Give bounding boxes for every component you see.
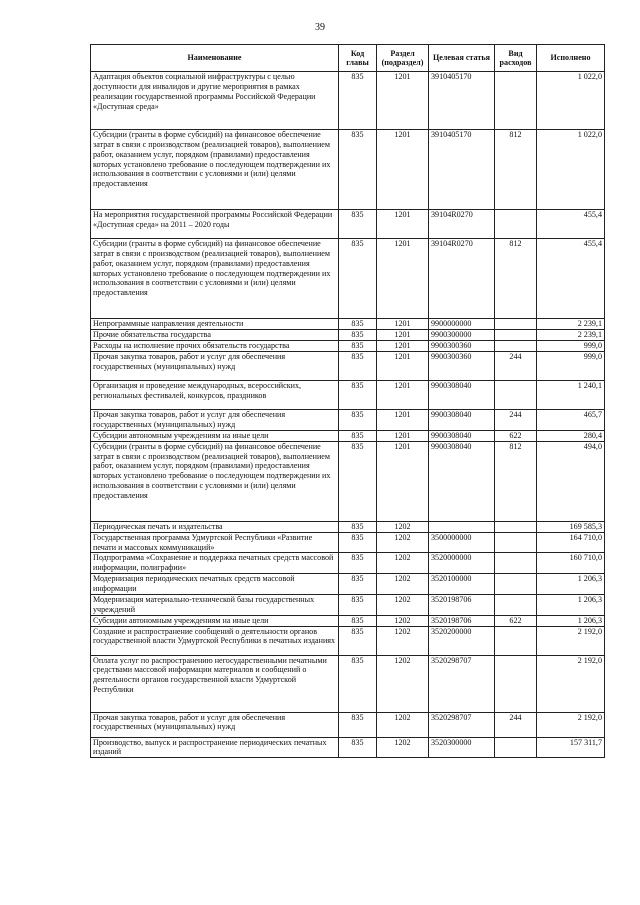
cell-target: 3910405170 bbox=[429, 72, 495, 130]
budget-table bbox=[90, 44, 605, 758]
cell-code: 835 bbox=[339, 239, 377, 319]
cell-kind bbox=[495, 553, 537, 574]
cell-code: 835 bbox=[339, 574, 377, 595]
cell-section: 1202 bbox=[377, 737, 429, 758]
cell-amount: 157 311,7 bbox=[537, 737, 605, 758]
cell-kind bbox=[495, 574, 537, 595]
cell-section: 1201 bbox=[377, 352, 429, 381]
cell-kind bbox=[495, 737, 537, 758]
cell-name: Государственная программа Удмуртской Республики «Развитие печати и массовых коммуникаций» bbox=[91, 532, 339, 553]
table-row bbox=[91, 532, 605, 553]
cell-name: Прочие обязательства государства bbox=[91, 330, 339, 341]
cell-code: 835 bbox=[339, 352, 377, 381]
cell-kind bbox=[495, 341, 537, 352]
cell-section: 1201 bbox=[377, 130, 429, 210]
header-amount: Исполнено bbox=[537, 45, 605, 72]
cell-kind bbox=[495, 521, 537, 532]
cell-amount: 2 192,0 bbox=[537, 626, 605, 655]
cell-kind bbox=[495, 626, 537, 655]
table-row bbox=[91, 655, 605, 712]
cell-target: 9900300000 bbox=[429, 330, 495, 341]
cell-name: Прочая закупка товаров, работ и услуг для обеспечения государственных (муниципальных) нужд bbox=[91, 410, 339, 431]
cell-amount: 160 710,0 bbox=[537, 553, 605, 574]
cell-code: 835 bbox=[339, 130, 377, 210]
cell-name: Модернизация материально-технической базы государственных учреждений bbox=[91, 594, 339, 615]
cell-kind: 244 bbox=[495, 410, 537, 431]
cell-target: 9900000000 bbox=[429, 319, 495, 330]
cell-section: 1201 bbox=[377, 239, 429, 319]
table-row bbox=[91, 553, 605, 574]
cell-kind bbox=[495, 381, 537, 410]
cell-code: 835 bbox=[339, 655, 377, 712]
cell-section: 1202 bbox=[377, 626, 429, 655]
cell-section: 1201 bbox=[377, 441, 429, 521]
cell-name: Субсидии автономным учреждениям на иные цели bbox=[91, 430, 339, 441]
table-body bbox=[91, 72, 605, 758]
cell-name: Субсидии (гранты в форме субсидий) на финансовое обеспечение затрат в связи с производством (реализацией товаров), выполнением работ, оказанием услуг, порядком (правилами) предоставления которых установлено требование о последующем подтверждении их использования в соответствии с условиями и (или) целями предоставления bbox=[91, 441, 339, 521]
cell-amount: 164 710,0 bbox=[537, 532, 605, 553]
cell-target: 3910405170 bbox=[429, 130, 495, 210]
cell-section: 1202 bbox=[377, 574, 429, 595]
cell-code: 835 bbox=[339, 410, 377, 431]
cell-section: 1202 bbox=[377, 553, 429, 574]
cell-name: Субсидии автономным учреждениям на иные цели bbox=[91, 615, 339, 626]
cell-amount: 1 022,0 bbox=[537, 130, 605, 210]
cell-name: Расходы на исполнение прочих обязательств государства bbox=[91, 341, 339, 352]
cell-code: 835 bbox=[339, 319, 377, 330]
header-code: Код главы bbox=[339, 45, 377, 72]
cell-amount: 2 192,0 bbox=[537, 655, 605, 712]
cell-amount: 494,0 bbox=[537, 441, 605, 521]
cell-kind bbox=[495, 655, 537, 712]
cell-amount: 455,4 bbox=[537, 210, 605, 239]
cell-section: 1201 bbox=[377, 430, 429, 441]
table-header-row bbox=[91, 45, 605, 72]
cell-code: 835 bbox=[339, 737, 377, 758]
cell-code: 835 bbox=[339, 532, 377, 553]
cell-amount: 2 239,1 bbox=[537, 319, 605, 330]
cell-code: 835 bbox=[339, 626, 377, 655]
cell-amount: 465,7 bbox=[537, 410, 605, 431]
cell-section: 1202 bbox=[377, 532, 429, 553]
cell-target: 9900308040 bbox=[429, 441, 495, 521]
cell-code: 835 bbox=[339, 553, 377, 574]
cell-section: 1202 bbox=[377, 521, 429, 532]
cell-kind: 622 bbox=[495, 430, 537, 441]
cell-amount: 1 206,3 bbox=[537, 594, 605, 615]
cell-kind bbox=[495, 594, 537, 615]
cell-amount: 455,4 bbox=[537, 239, 605, 319]
cell-target: 9900308040 bbox=[429, 410, 495, 431]
table-row bbox=[91, 594, 605, 615]
page-number: 39 bbox=[315, 22, 325, 33]
cell-kind: 622 bbox=[495, 615, 537, 626]
table-row bbox=[91, 737, 605, 758]
header-target: Целевая статья bbox=[429, 45, 495, 72]
table-row bbox=[91, 330, 605, 341]
table-row bbox=[91, 430, 605, 441]
header-section: Раздел (подраздел) bbox=[377, 45, 429, 72]
table-row bbox=[91, 410, 605, 431]
table-row bbox=[91, 521, 605, 532]
cell-target: 3520100000 bbox=[429, 574, 495, 595]
table-row bbox=[91, 210, 605, 239]
cell-name: Подпрограмма «Сохранение и поддержка печатных средств массовой информации, полиграфии» bbox=[91, 553, 339, 574]
cell-code: 835 bbox=[339, 712, 377, 737]
cell-code: 835 bbox=[339, 615, 377, 626]
table-row bbox=[91, 130, 605, 210]
cell-code: 835 bbox=[339, 441, 377, 521]
cell-section: 1202 bbox=[377, 615, 429, 626]
cell-name: Непрограммные направления деятельности bbox=[91, 319, 339, 330]
cell-code: 835 bbox=[339, 381, 377, 410]
table-row bbox=[91, 626, 605, 655]
cell-target: 3500000000 bbox=[429, 532, 495, 553]
cell-amount: 1 240,1 bbox=[537, 381, 605, 410]
cell-code: 835 bbox=[339, 341, 377, 352]
cell-kind bbox=[495, 319, 537, 330]
table-row bbox=[91, 319, 605, 330]
cell-kind bbox=[495, 532, 537, 553]
cell-amount: 2 239,1 bbox=[537, 330, 605, 341]
cell-target: 39104R0270 bbox=[429, 210, 495, 239]
cell-amount: 280,4 bbox=[537, 430, 605, 441]
cell-name: Оплата услуг по распространению негосударственными печатными средствами массовой информации материалов и сообщений о деятельности органов государственной власти Удмуртской Республики bbox=[91, 655, 339, 712]
table-row bbox=[91, 352, 605, 381]
cell-amount: 1 022,0 bbox=[537, 72, 605, 130]
cell-target: 3520298707 bbox=[429, 655, 495, 712]
cell-kind: 244 bbox=[495, 352, 537, 381]
cell-kind: 812 bbox=[495, 239, 537, 319]
cell-kind bbox=[495, 210, 537, 239]
cell-amount: 2 192,0 bbox=[537, 712, 605, 737]
cell-code: 835 bbox=[339, 594, 377, 615]
cell-name: Периодическая печать и издательства bbox=[91, 521, 339, 532]
cell-name: Адаптация объектов социальной инфраструктуры с целью доступности для инвалидов и другие мероприятия в рамках реализации государственной программы Российской Федерации «Доступная среда» bbox=[91, 72, 339, 130]
cell-code: 835 bbox=[339, 330, 377, 341]
cell-name: Создание и распространение сообщений о деятельности органов государственной власти Удмуртской Республики в печатных изданиях bbox=[91, 626, 339, 655]
cell-section: 1201 bbox=[377, 319, 429, 330]
cell-name: Прочая закупка товаров, работ и услуг для обеспечения государственных (муниципальных) нужд bbox=[91, 352, 339, 381]
cell-amount: 1 206,3 bbox=[537, 615, 605, 626]
cell-target: 3520198706 bbox=[429, 594, 495, 615]
cell-target: 3520000000 bbox=[429, 553, 495, 574]
header-kind: Вид расходов bbox=[495, 45, 537, 72]
cell-amount: 169 585,3 bbox=[537, 521, 605, 532]
cell-section: 1201 bbox=[377, 210, 429, 239]
cell-code: 835 bbox=[339, 521, 377, 532]
cell-section: 1201 bbox=[377, 330, 429, 341]
cell-amount: 999,0 bbox=[537, 352, 605, 381]
cell-target: 39104R0270 bbox=[429, 239, 495, 319]
header-name: Наименование bbox=[91, 45, 339, 72]
cell-amount: 1 206,3 bbox=[537, 574, 605, 595]
cell-code: 835 bbox=[339, 210, 377, 239]
cell-target: 9900300360 bbox=[429, 352, 495, 381]
cell-name: Субсидии (гранты в форме субсидий) на финансовое обеспечение затрат в связи с производством (реализацией товаров), выполнением работ, оказанием услуг, порядком (правилами) предоставления которых установлено требование о последующем подтверждении их использования в соответствии с условиями и (или) целями предоставления bbox=[91, 130, 339, 210]
cell-target: 9900300360 bbox=[429, 341, 495, 352]
cell-kind: 812 bbox=[495, 130, 537, 210]
cell-target: 3520300000 bbox=[429, 737, 495, 758]
cell-amount: 999,0 bbox=[537, 341, 605, 352]
table-row bbox=[91, 574, 605, 595]
cell-code: 835 bbox=[339, 72, 377, 130]
cell-section: 1201 bbox=[377, 381, 429, 410]
cell-section: 1202 bbox=[377, 655, 429, 712]
cell-name: Организация и проведение международных, всероссийских, региональных фестивалей, конкурсов, праздников bbox=[91, 381, 339, 410]
table-row bbox=[91, 615, 605, 626]
cell-section: 1201 bbox=[377, 72, 429, 130]
table-row bbox=[91, 441, 605, 521]
cell-kind: 812 bbox=[495, 441, 537, 521]
cell-target: 3520198706 bbox=[429, 615, 495, 626]
cell-section: 1202 bbox=[377, 712, 429, 737]
cell-section: 1201 bbox=[377, 341, 429, 352]
cell-target bbox=[429, 521, 495, 532]
cell-section: 1201 bbox=[377, 410, 429, 431]
cell-name: На мероприятия государственной программы Российской Федерации «Доступная среда» на 2011 – 2020 годы bbox=[91, 210, 339, 239]
cell-target: 3520200000 bbox=[429, 626, 495, 655]
table-row bbox=[91, 239, 605, 319]
table-row bbox=[91, 712, 605, 737]
cell-name: Субсидии (гранты в форме субсидий) на финансовое обеспечение затрат в связи с производством (реализацией товаров), выполнением работ, оказанием услуг, порядком (правилами) предоставления которых установлено требование о последующем подтверждении их использования в соответствии с условиями и (или) целями предоставления bbox=[91, 239, 339, 319]
cell-name: Модернизация периодических печатных средств массовой информации bbox=[91, 574, 339, 595]
cell-name: Прочая закупка товаров, работ и услуг для обеспечения государственных (муниципальных) нужд bbox=[91, 712, 339, 737]
table-row bbox=[91, 72, 605, 130]
table-row bbox=[91, 341, 605, 352]
cell-kind: 244 bbox=[495, 712, 537, 737]
cell-target: 3520298707 bbox=[429, 712, 495, 737]
cell-target: 9900308040 bbox=[429, 381, 495, 410]
cell-target: 9900308040 bbox=[429, 430, 495, 441]
cell-kind bbox=[495, 72, 537, 130]
cell-section: 1202 bbox=[377, 594, 429, 615]
cell-name: Производство, выпуск и распространение периодических печатных изданий bbox=[91, 737, 339, 758]
cell-code: 835 bbox=[339, 430, 377, 441]
cell-kind bbox=[495, 330, 537, 341]
table-row bbox=[91, 381, 605, 410]
